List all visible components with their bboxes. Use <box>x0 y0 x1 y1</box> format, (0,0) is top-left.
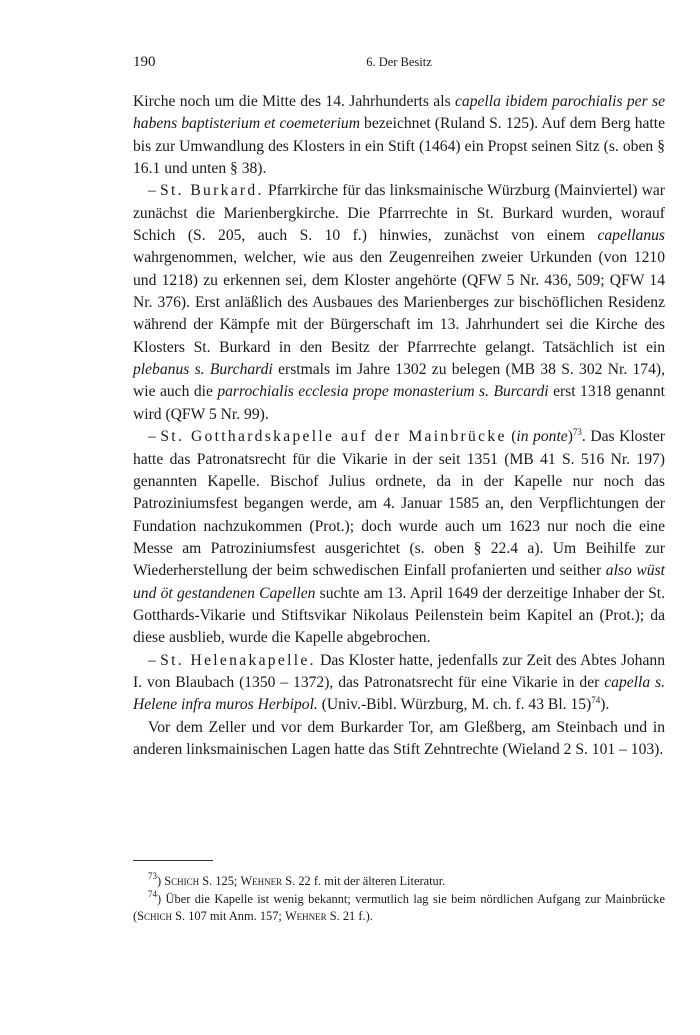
author-name: Schich <box>164 874 200 888</box>
paragraph <box>133 717 665 762</box>
text-run: suchte am 13. April 1649 der derzeitige Inhaber der St. Gotthards-Vikarie und Stiftsvikar Nikolaus Peilenstein beim Kapitel an (Prot.); da diese ausblieb, wurde die Kapelle abgebrochen. <box>133 584 666 647</box>
text-run: S. 21 f.). <box>326 909 373 923</box>
section-heading: St. Gotthardskapelle auf der Mainbrücke <box>160 428 507 446</box>
author-name: Wehner <box>240 874 283 888</box>
text-run: ) <box>157 874 165 888</box>
section-heading: St. Burkard. <box>160 182 264 200</box>
paragraph <box>133 426 665 649</box>
main-text <box>133 91 665 761</box>
text-run: – <box>148 428 161 446</box>
text-run: S. 125; <box>199 874 241 888</box>
page-number: 190 <box>133 54 156 70</box>
footnote <box>133 873 665 891</box>
running-title: 6. Der Besitz <box>366 55 432 69</box>
latin-phrase: in ponte <box>516 428 568 446</box>
text-run: erst 1318 genannt wird (QFW 5 Nr. 99). <box>133 383 666 423</box>
paragraph <box>133 91 665 180</box>
text-run: ) <box>567 428 573 446</box>
text-run: ) Über die Kapelle ist wenig bekannt; vermutlich lag sie beim nördlichen Aufgang zur Mainbrücke ( <box>133 891 665 923</box>
text-run: bezeichnet (Ruland S. 125). Auf dem Berg hatte bis zur Umwandlung des Klosters in ein Stift (1464) ein Propst seinen Sitz (s. oben § 16.1 und unten § 38). <box>133 115 665 178</box>
text-run: Kirche noch um die Mitte des 14. Jahrhunderts als <box>133 93 455 110</box>
section-heading: St. Helenakapelle. <box>160 651 316 669</box>
text-run: Das Kloster hatte, jedenfalls zur Zeit des Abtes Johann I. von Blaubach (1350 – 1372), das Patronatsrecht für eine Vikarie in der <box>133 651 665 691</box>
paragraph <box>133 180 665 426</box>
latin-phrase: also wüst und öt gestandenen Capellen <box>133 562 665 602</box>
footnote-ref: 74 <box>148 888 157 899</box>
footnote-ref: 73 <box>148 871 157 881</box>
latin-phrase: parrochialis ecclesia prope monasterium s. Burcardi <box>217 383 549 401</box>
footnotes <box>133 860 665 926</box>
text-run: Pfarrkirche für das linksmainische Würzburg (Mainviertel) war zunächst die Marienbergkirche. Die Pfarrrechte in St. Burkard wurden, worauf Schich (S. 205, auch S. 10 f.) hinwies, zunächst von einem <box>133 182 665 245</box>
text-run: S. 107 mit Anm. 157; <box>172 909 285 923</box>
footnote-ref: 74 <box>591 695 601 706</box>
text-run: S. 22 f. mit der älteren Literatur. <box>282 874 446 888</box>
footnote-ref: 73 <box>572 427 582 438</box>
paragraph <box>133 650 665 717</box>
page-header <box>133 54 665 74</box>
text-run: Vor dem Zeller und vor dem Burkarder Tor, am Gleßberg, am Steinbach und in anderen linksmainischen Lagen hatte das Stift Zehntrechte (Wieland 2 S. 101 – 103). <box>133 718 665 758</box>
text-run: . Das Kloster hatte das Patronatsrecht für die Vikarie in der seit 1351 (MB 41 S. 516 Nr. 197) genannten Kapelle. Bischof Julius ordnete, da in der Kapelle nur noch das Patroziniumsfest begangen werde, am 4. Januar 1585 an, den Verpflichtungen der Fundation nachzukommen (Prot.); doch wurde auch um 1623 nur noch die eine Messe am Patroziniumsfest ausgerichtet (s. oben § 22.4 a). Um Beihilfe zur Wiederherstellung der beim schwedischen Einfall profanierten und seither <box>133 428 665 580</box>
latin-phrase: plebanus s. Burchardi <box>133 361 273 379</box>
text-run: – <box>148 182 161 200</box>
latin-phrase: capella ibidem parochialis per se habens baptisterium et coemeterium <box>133 93 666 133</box>
author-name: Schich <box>137 909 173 923</box>
text-run: erstmals im Jahre 1302 zu belegen (MB 38 S. 302 Nr. 174), wie auch die <box>133 361 665 401</box>
author-name: Wehner <box>284 909 327 923</box>
text-run: ( <box>506 428 517 446</box>
text-run: (Univ.-Bibl. Würzburg, M. ch. f. 43 Bl. 15) <box>317 696 592 714</box>
text-run: wahrgenommen, welcher, wie aus den Zeugenreihen zweier Urkunden (von 1210 und 1218) zu erkennen sei, dem Kloster angehörte (QFW 5 Nr. 436, 509; QFW 14 Nr. 376). Erst anläßlich des Ausbaues des Marienberges zur bischöflichen Residenz während der Kämpfe mit der Bürgerschaft im 13. Jahrhundert sei die Kirche des Klosters St. Burkard in den Besitz der Pfarrrechte gelangt. Tatsächlich ist ein <box>133 249 665 356</box>
latin-phrase: capellanus <box>597 227 665 245</box>
text-run: ). <box>600 696 610 714</box>
text-run: – <box>148 651 161 669</box>
latin-phrase: capella s. Helene infra muros Herbipol. <box>133 673 665 714</box>
footnote-rule <box>133 860 213 861</box>
footnote <box>133 888 665 926</box>
